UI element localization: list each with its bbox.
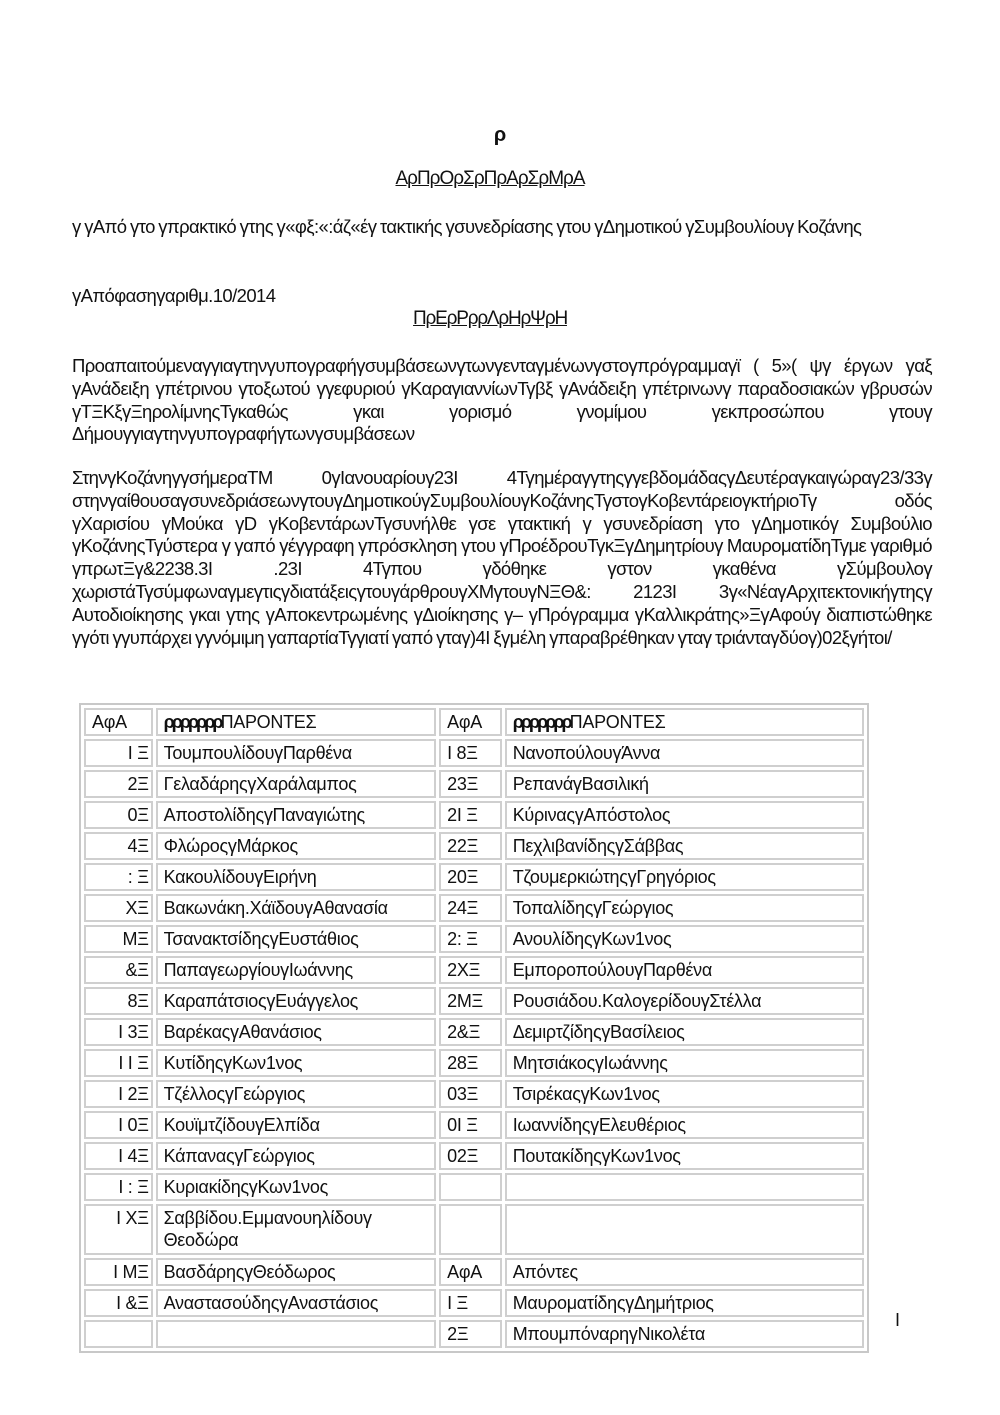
member-name-right: Ρουσιάδου.ΚαλογερίδουγΣτέλλα [505,987,864,1015]
member-name-right: ΜαυροματίδηςγΔημήτριος [505,1289,864,1317]
member-name-right: ΑνουλίδηςγΚων1νος [505,925,864,953]
table-row [84,1080,864,1108]
table-row [84,863,864,891]
member-number-left: ΧΞ [84,894,153,922]
member-number-left: 2Ξ [84,770,153,798]
member-name-left: ΤσανακτσίδηςγΕυστάθιος [156,925,437,953]
subject-paragraph: Προαπαιτούμεναγγιαγτηνγυπογραφήγσυμβάσεωνγτωνγενταγμένωνγστογπρόγραμμαγϊ ( 5»( ψγ έργων γαξ γΑνάδειξη γπέτρινου γτοξωτού γγεφυριού γΚαραγιαννίωνΤγβξ γΑνάδειξη γπέτρινωνγ παραδοσιακών γβρυσών γΤΞΚξγΞηρολίμνηςΤγκαθώς γκαι γορισμό γνομίμου γεκπροσώπου γτουγ Δήμουγγιαγτηνγυπογραφήγτωνγσυμβάσεων [72,355,932,445]
table-row [84,1289,864,1317]
member-number-right: 2&Ξ [439,1018,502,1046]
member-name-left: ΤζέλλοςγΓεώργιος [156,1080,437,1108]
member-number-left [84,1320,153,1348]
member-number-left: ΜΞ [84,925,153,953]
member-number-right: 22Ξ [439,832,502,860]
member-number-left: 0Ξ [84,801,153,829]
table-row [84,1204,864,1255]
member-name-left: ΚακουλίδουγΕιρήνη [156,863,437,891]
member-name-left: ΦλώροςγΜάρκος [156,832,437,860]
header-number-right: ΑφΑ [439,708,502,736]
table-row [84,1173,864,1201]
member-number-left: 4Ξ [84,832,153,860]
member-name-left: Βακωνάκη.ΧάϊδουγΑθανασία [156,894,437,922]
table-row [84,894,864,922]
member-number-right [439,1204,502,1255]
member-number-right: 02Ξ [439,1142,502,1170]
member-name-right [505,1204,864,1255]
member-name-right: ΡεπανάγΒασιλική [505,770,864,798]
member-number-left: Ι : Ξ [84,1173,153,1201]
header-pad: ρρρρρρρ [512,712,570,732]
member-number-right: 2ΧΞ [439,956,502,984]
table-row [84,801,864,829]
member-name-left: ΒαρέκαςγΑθανάσιος [156,1018,437,1046]
table-row [84,1018,864,1046]
member-name-left: ΚυτίδηςγΚων1νος [156,1049,437,1077]
table-row [84,1320,864,1348]
member-number-right: 2: Ξ [439,925,502,953]
minutes-intro-paragraph: γ γΑπό γτο γπρακτικό γτης γ«φξ:«:άζ«έγ τακτικής γσυνεδρίασης γτου γΔημοτικού γΣυμβουλίουγ Κοζάνης [72,216,862,237]
member-number-right: Ι Ξ [439,1289,502,1317]
top-symbol: ρ [493,124,507,146]
member-name-left: ΠαπαγεωργίουγΙωάννης [156,956,437,984]
member-number-right: 23Ξ [439,770,502,798]
member-name-right: ΜπουμπόναρηγΝικολέτα [505,1320,864,1348]
member-number-left: Ι ΧΞ [84,1204,153,1255]
table-row [84,832,864,860]
member-name-right [505,1173,864,1201]
member-name-right: ΝανοπούλουγΆννα [505,739,864,767]
member-number-left: Ι Ι Ξ [84,1049,153,1077]
meeting-paragraph: ΣτηνγΚοζάνηγγσήμεραΤΜ 0γΙανουαρίουγ23Ι 4ΤγημέραγγτηςγγεβδομάδαςγΔευτέραγκαιγώραγ23/33γ στηνγαίθουσαγσυνεδριάσεωνγτουγΔημοτικούγΣυμβουλίουγΚοζάνηςΤγστογΚοβεντάρειογκτήριοΤγ οδός γΧαρισίου γΜούκα γD γΚοβεντάρωνΤγσυνήλθε γσε γτακτική γ γσυνεδρίαση γτο γΔημοτικόγ Συμβούλιο γΚοζάνηςΤγύστερα γ γαπό γέγγραφη γπρόσκληση γτου γΠροέδρουΤγκΞγΔημητρίουγ ΜαυροματίδηΤγμε γαριθμό γπρωτΞγ&2238.3Ι .23Ι 4Τγπου γδόθηκε γστον γκαθένα γΣύμβουλογ χωριστάΤγσύμφωναγμεγτιςγδιατάξειςγτουγάρθρουγΧΜγτουγΝΞΘ&: 2123Ι 3γ«ΝέαγΑρχιτεκτονικήγτηςγ Αυτοδιοίκησης γκαι γτης γΑποκεντρωμένης γΔιοίκησης γ– γΠρόγραμμα γΚαλλικράτης»ΞγΑφούγ διαπιστώθηκε γγότι γγυπάρχει γγνόμιμη γαπαρτίαΤγγιατί γαπό γταγ)4Ι ξγμέλη γπαραβρέθηκαν γταγ τριάνταγδύογ)02ξγήτοι/ [72,467,932,648]
header-present-left [156,708,437,736]
member-name-right: ΤζουμερκιώτηςγΓρηγόριος [505,863,864,891]
table-row [84,1142,864,1170]
table-row [84,987,864,1015]
member-name-left: ΚάπαναςγΓεώργιος [156,1142,437,1170]
member-name-right: ΕμποροπούλουγΠαρθένα [505,956,864,984]
member-number-right: 20Ξ [439,863,502,891]
member-name-left: ΤουμπουλίδουγΠαρθένα [156,739,437,767]
member-number-right: Ι 8Ξ [439,739,502,767]
member-number-right: 0Ι Ξ [439,1111,502,1139]
attendance-table [79,703,869,1353]
member-name-right: ΤσιρέκαςγΚων1νος [505,1080,864,1108]
member-number-right: 28Ξ [439,1049,502,1077]
member-number-left: Ι 4Ξ [84,1142,153,1170]
member-name-left: Σαββίδου.Εμμανουηλίδουγ Θεοδώρα [156,1204,437,1255]
member-number-left: Ι 0Ξ [84,1111,153,1139]
member-name-right: Απόντες [505,1258,864,1286]
page-number: Ι [895,1310,901,1330]
member-number-left: Ι 2Ξ [84,1080,153,1108]
member-name-right: ΠουτακίδηςγΚων1νος [505,1142,864,1170]
member-number-left: Ι 3Ξ [84,1018,153,1046]
header-present-label: ΠΑΡΟΝΤΕΣ [220,712,317,732]
table-row [84,1049,864,1077]
member-number-left: Ι Ξ [84,739,153,767]
member-number-right: 24Ξ [439,894,502,922]
member-number-right [439,1173,502,1201]
member-name-right: ΚύριναςγΑπόστολος [505,801,864,829]
member-name-left: ΓελαδάρηςγΧαράλαμπος [156,770,437,798]
member-name-right: ΤοπαλίδηςγΓεώργιος [505,894,864,922]
member-number-left: &Ξ [84,956,153,984]
member-number-right: 2Ι Ξ [439,801,502,829]
table-row [84,770,864,798]
document-title: ΑρΠρΟρΣρΠρΑρΣρΜρΑ [395,168,585,189]
member-number-right: 03Ξ [439,1080,502,1108]
member-name-left: ΚουϊμτζίδουγΕλπίδα [156,1111,437,1139]
header-present-right [505,708,864,736]
header-number-left: ΑφΑ [84,708,153,736]
header-present-label: ΠΑΡΟΝΤΕΣ [569,712,666,732]
member-number-right: 2Ξ [439,1320,502,1348]
member-name-left [156,1320,437,1348]
member-number-left: : Ξ [84,863,153,891]
member-name-left: ΚυριακίδηςγΚων1νος [156,1173,437,1201]
member-name-right: ΜητσιάκοςγΙωάννης [505,1049,864,1077]
member-number-right: ΑφΑ [439,1258,502,1286]
member-number-left: 8Ξ [84,987,153,1015]
decision-number: γΑπόφασηγαριθμ.10/2014 [72,285,276,306]
member-number-left: Ι &Ξ [84,1289,153,1317]
table-row [84,1111,864,1139]
member-name-right: ΠεχλιβανίδηςγΣάββας [505,832,864,860]
member-name-left: ΑποστολίδηςγΠαναγιώτης [156,801,437,829]
member-name-left: ΑναστασούδηςγΑναστάσιος [156,1289,437,1317]
subject-title: ΠρΕρΡρρΛρΗρΨρΗ [413,308,567,329]
table-row [84,925,864,953]
member-name-left: ΒασδάρηςγΘεόδωρος [156,1258,437,1286]
member-number-left: Ι ΜΞ [84,1258,153,1286]
table-header-row [84,708,864,736]
table-row [84,739,864,767]
member-number-right: 2ΜΞ [439,987,502,1015]
table-row [84,956,864,984]
member-name-right: ΙωαννίδηςγΕλευθέριος [505,1111,864,1139]
member-name-right: ΔεμιρτζίδηςγΒασίλειος [505,1018,864,1046]
header-pad: ρρρρρρρ [163,712,221,732]
member-name-left: ΚαραπάτσιοςγΕυάγγελος [156,987,437,1015]
table-row [84,1258,864,1286]
